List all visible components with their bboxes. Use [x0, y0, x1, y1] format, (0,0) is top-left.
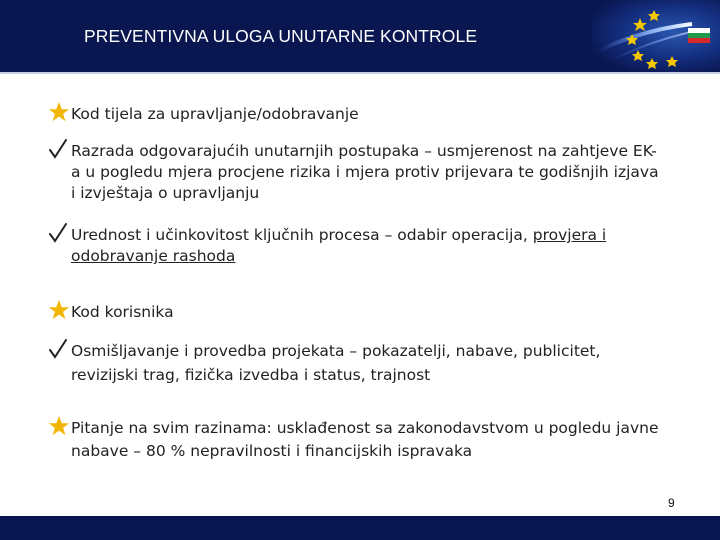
header-bar	[0, 0, 720, 72]
item-text-underlined: provjera i	[532, 226, 607, 244]
checkmark-icon	[48, 138, 68, 165]
page-number: 9	[668, 496, 675, 510]
eu-flag-logo	[592, 0, 720, 72]
item-text: Kod korisnika	[71, 303, 174, 321]
item-text-line: Pitanje na svim razinama: usklađenost sa zakonodavstvom u pogledu javne	[71, 419, 659, 437]
star-icon	[48, 415, 70, 442]
item-text-line: i izvještaja o upravljanju	[71, 184, 260, 202]
item-text-line: Osmišljavanje i provedba projekata – pokazatelji, nabave, publicitet,	[71, 342, 601, 360]
star-icon	[48, 299, 70, 326]
item-text-line: nabave – 80 % nepravilnosti i financijskih ispravaka	[71, 442, 473, 460]
header-divider	[0, 72, 720, 74]
footer-bar	[0, 516, 720, 540]
item-text-line: Razrada odgovarajućih unutarnjih postupaka – usmjerenost na zahtjeve EK-	[71, 142, 657, 160]
eu-stars-icon	[592, 0, 720, 72]
checkmark-icon	[48, 338, 68, 365]
item-text-line: revizijski trag, fizička izvedba i status, trajnost	[71, 366, 431, 384]
item-text-plain: Urednost i učinkovitost ključnih procesa – odabir operacija,	[71, 226, 533, 244]
item-text-line	[71, 225, 606, 245]
item-text: Kod tijela za upravljanje/odobravanje	[71, 105, 359, 123]
checkmark-icon	[48, 222, 68, 249]
slide-title: PREVENTIVNA ULOGA UNUTARNE KONTROLE	[84, 26, 478, 46]
item-text-underlined: odobravanje rashoda	[71, 247, 236, 265]
item-text-line: a u pogledu mjera procjene rizika i mjera protiv prijevara te godišnjih izjava	[71, 163, 659, 181]
star-icon	[48, 101, 70, 128]
